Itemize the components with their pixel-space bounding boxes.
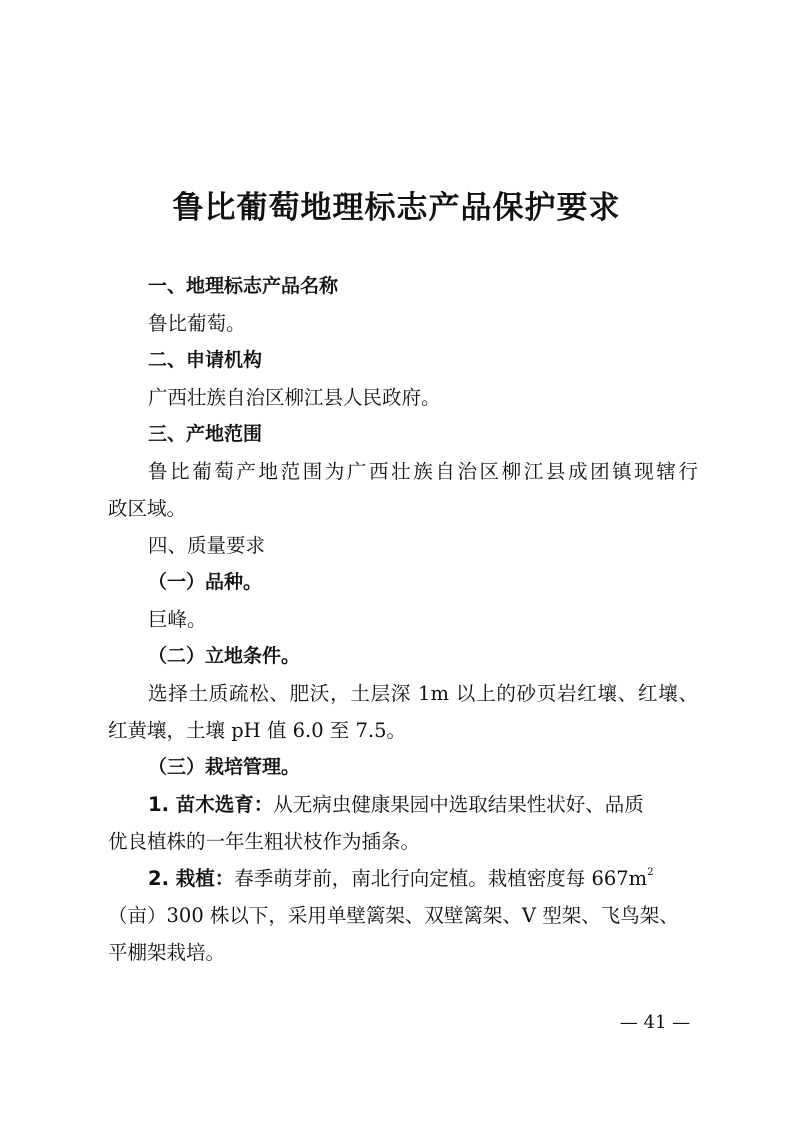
item-planting-line2: （亩）300 株以下，采用单壁篱架、双壁篱架、V 型架、飞鸟架、	[108, 904, 679, 927]
item-planting-line1	[108, 860, 698, 897]
subsection-text-site-line1: 选择土质疏松、肥沃，土层深 1m 以上的砂页岩红壤、红壤、	[148, 682, 698, 705]
document-body	[108, 268, 698, 971]
item-seedling-label: 1. 苗木选育：	[148, 793, 274, 816]
item-seedling-line2: 优良植株的一年生粗状枝作为插条。	[108, 830, 421, 853]
subsection-heading-site: （二）立地条件。	[148, 645, 301, 667]
subsection-text-variety: 巨峰。	[148, 608, 207, 631]
section-text-name: 鲁比葡萄。	[148, 312, 246, 335]
item-seedling-text: 从无病虫健康果园中选取结果性状好、品质	[273, 793, 644, 816]
section-heading-origin: 三、产地范围	[148, 423, 263, 445]
subsection-heading-variety: （一）品种。	[148, 571, 263, 593]
subsection-heading-cultivation: （三）栽培管理。	[148, 756, 301, 778]
superscript-2: 2	[647, 867, 654, 878]
item-planting-label: 2. 栽植：	[148, 867, 235, 890]
item-seedling-line1	[108, 786, 698, 823]
section-text-applicant: 广西壮族自治区柳江县人民政府。	[148, 386, 441, 409]
item-planting-line3: 平棚架栽培。	[108, 941, 226, 964]
item-planting-text: 春季萌芽前，南北行向定植。栽植密度每 667m	[234, 867, 648, 890]
section-text-origin-line1: 鲁比葡萄产地范围为广西壮族自治区柳江县成团镇现辖行	[148, 460, 698, 483]
subsection-text-site-line2: 红黄壤，土壤 pH 值 6.0 至 7.5。	[108, 719, 407, 742]
section-heading-applicant: 二、申请机构	[148, 349, 263, 371]
section-heading-quality: 四、质量要求	[148, 534, 266, 557]
page-number: — 41 —	[619, 1012, 691, 1033]
section-text-origin-line2: 政区域。	[108, 497, 187, 520]
section-heading-name: 一、地理标志产品名称	[148, 275, 339, 297]
page-title: 鲁比葡萄地理标志产品保护要求	[172, 190, 621, 226]
